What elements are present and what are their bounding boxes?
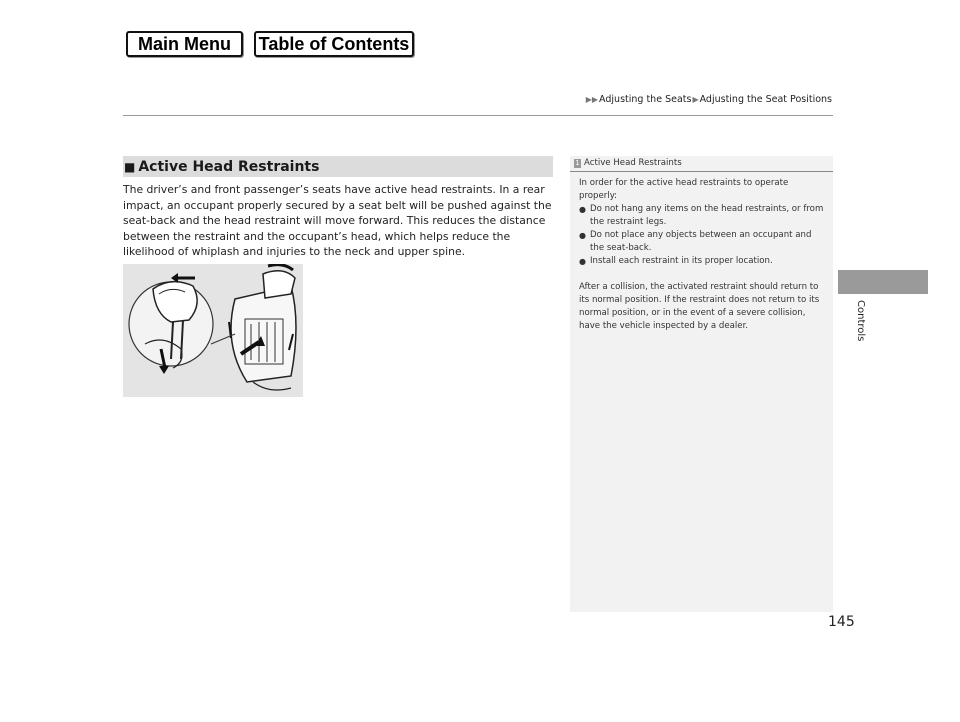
sidebar-after-collision-text: After a collision, the activated restraint should return to its normal position. If the restraint does not return to its normal position, or in the event of a severe collision, have the vehicle inspected by a dealer. — [579, 282, 820, 331]
section-body-text: The driver’s and front passenger’s seats have active head restraints. In a rear impact, an occupant properly secured by a seat belt will be pushed against the seat-back and the head restraint will move forward. This reduces the distance between the restraint and the occupant’s head, which helps reduce the likelihood of whiplash and injuries to the neck and upper spine. — [123, 183, 552, 259]
head-restraint-illustration — [123, 264, 303, 397]
sidebar-note-panel — [570, 156, 833, 612]
sidebar-intro-text: In order for the active head restraints to operate properly: — [579, 178, 789, 201]
breadcrumb-item-seat-positions[interactable]: Adjusting the Seat Positions — [699, 94, 832, 105]
page-number: 145 — [828, 614, 855, 630]
header-divider — [123, 115, 833, 116]
breadcrumb — [585, 94, 832, 105]
main-menu-button[interactable]: Main Menu — [126, 31, 243, 57]
side-tab-marker[interactable] — [838, 270, 928, 294]
seat-diagram-icon — [123, 264, 303, 397]
breadcrumb-item-seats[interactable]: Adjusting the Seats — [599, 94, 692, 105]
section-title: Active Head Restraints — [138, 158, 320, 175]
list-item: ● Install each restraint in its proper location. — [579, 255, 825, 268]
sidebar-bullet-list — [579, 203, 825, 268]
sidebar-note-title: Active Head Restraints — [584, 158, 682, 168]
table-of-contents-button[interactable]: Table of Contents — [254, 31, 414, 57]
list-item: ● Do not place any objects between an occupant and the seat-back. — [579, 229, 825, 255]
sidebar-note-header — [570, 156, 833, 172]
side-tab-label: Controls — [855, 300, 866, 342]
heading-square-icon: ■ — [124, 159, 136, 174]
breadcrumb-arrow-icon: ▶ — [692, 95, 699, 104]
list-item: ● Do not hang any items on the head restraints, or from the restraint legs. — [579, 203, 825, 229]
section-heading-bar — [123, 156, 553, 177]
breadcrumb-arrow-icon: ▶▶ — [585, 95, 599, 104]
reference-number-badge: 1 — [575, 158, 580, 167]
